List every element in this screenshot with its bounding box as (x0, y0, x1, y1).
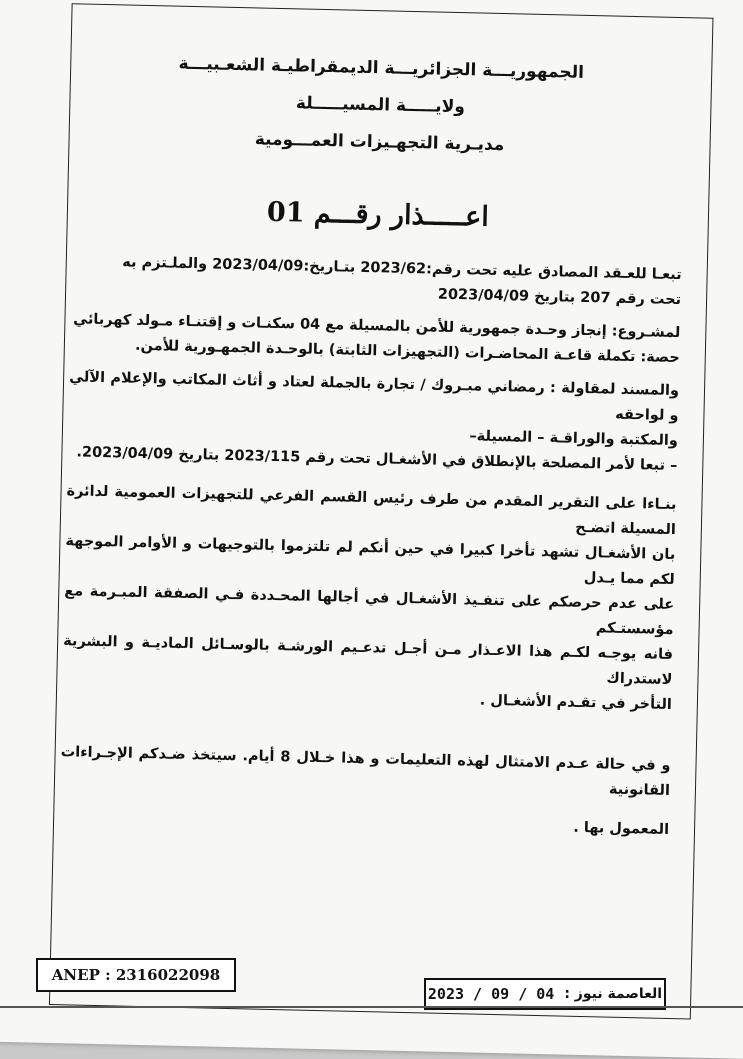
anep-code: ANEP : 2316022098 (51, 966, 221, 984)
bottom-rule (0, 1006, 743, 1008)
report-line-5: التأخر في تقـدم الأشغـال . (479, 692, 673, 714)
document-header (74, 43, 686, 168)
notice-title: اعـــــذار رقـــم 01 (266, 196, 490, 233)
anep-code-box (36, 958, 236, 992)
header-wilaya: ولايـــــة المسيـــــلة (295, 93, 466, 118)
report-line-2: بان الأشغـال تشهد تأخرا كبيرا في حين أنكم لم تلتزموا بالتوجيهات و الأوامر الموجهة لكم مما يـدل (65, 533, 676, 589)
header-republic: الجمهوريـــة الجزائريـــة الديمقراطيـة الشعـبيـــة (178, 53, 585, 83)
contractor-line: والمسند لمقاولة : رمضاني مبـروك / تجارة بالجملة لعتاد و أثاث المكاتب والإعلام الآلي و لواحقه (68, 369, 680, 425)
contractor-line-cont: والمكتبة والوراقـة – المسيلة– (469, 428, 679, 450)
contract-reference: تبعـا للعـقد المصادق عليه تحت رقم:2023/62 بتـاريخ:2023/04/09 والملـتزم به (122, 254, 682, 284)
publication-date: 2023 / 09 / 04 (427, 985, 555, 1003)
report-line-1: بنـاءا على التقرير المقدم من طرف رئيس القسم الفرعي للتجهيزات العمومية لدائرة المسيلة اتضـح (66, 483, 677, 539)
warning-line-2: المعمول بها . (573, 819, 670, 838)
commitment-reference: تحت رقم 207 بتاريخ 2023/04/09 (437, 286, 682, 309)
project-line: لمشـروع: إنجاز وحـدة جمهورية للأمن بالمسيلة مع 04 سكنـات و إقتنـاء مـولد كهربائي (73, 311, 681, 342)
publication-source: العاصمة نيوز : (564, 986, 663, 1002)
header-directorate: مديـرية التجهـيزات العمـــومية (254, 129, 505, 156)
warning-line-1: و في حالة عـدم الامتثال لهذه التعليمات و هذا خـلال 8 أيام. سيتخذ ضـدكم الإجـراءات القانونية (60, 744, 671, 799)
notice-body (59, 249, 682, 843)
report-paragraph (62, 479, 677, 718)
report-line-3: على عدم حرصكم على تنفـيذ الأشغـال في أجالها المحـددة فـي الصفقة المبـرمة مع مؤسستـكم (64, 583, 675, 639)
service-order-line: – تبعا لأمر المصلحة بالإنطلاق في الأشغـال تحت رقم 2023/115 بتاريخ 2023/04/09. (76, 444, 678, 475)
report-line-4: فانه يوجـه لكـم هذا الاعـذار مـن أجـل تدعـيم الورشـة بالوسـائل الماديـة و البشرية لاستدراك (62, 633, 674, 689)
lot-line: حصة: تكملة قاعـة المحاضـرات (التجهيزات الثابتة) بالوحـدة الجمهـورية للأمن. (134, 337, 680, 367)
document-content (59, 3, 688, 843)
